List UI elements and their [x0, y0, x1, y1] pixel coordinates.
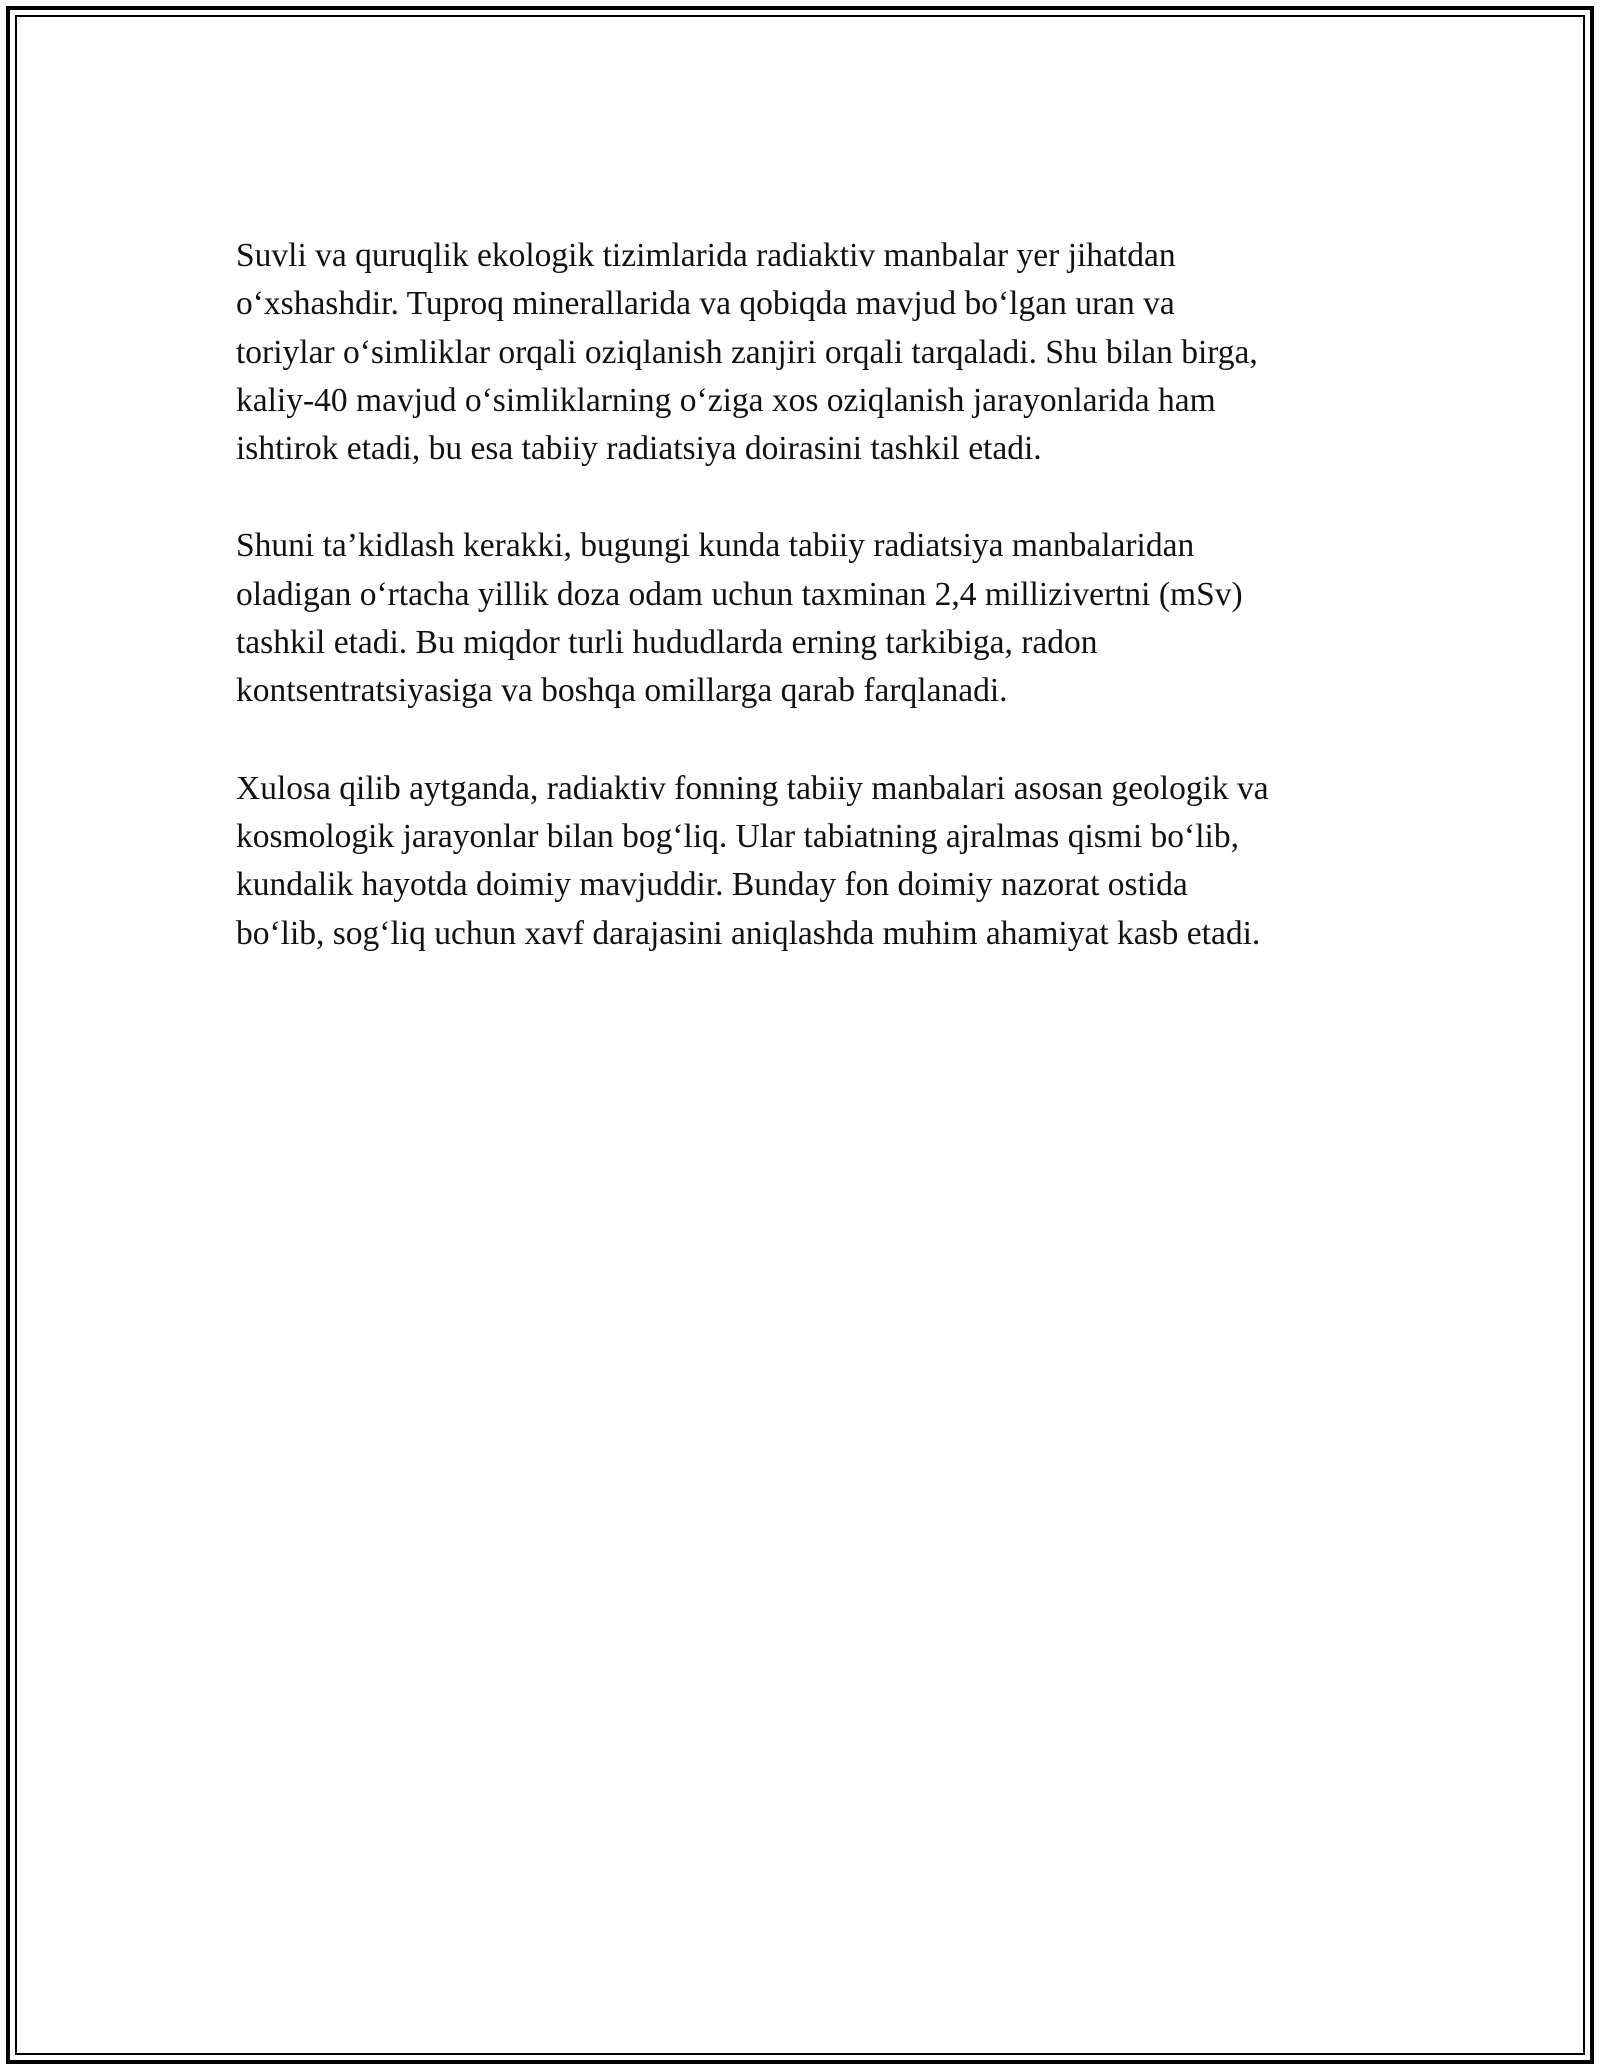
paragraph-line: toriylar o‘simliklar orqali oziqlanish zanjiri orqali tarqaladi. Shu bilan birga, [236, 333, 1258, 371]
document-body [236, 232, 1386, 1007]
paragraph-line: kosmologik jarayonlar bilan bog‘liq. Ular tabiatning ajralmas qismi bo‘lib, [236, 817, 1239, 855]
paragraph-2 [236, 522, 1386, 715]
paragraph-line: ishtirok etadi, bu esa tabiiy radiatsiya doirasini tashkil etadi. [236, 430, 1042, 468]
paragraph-3 [236, 765, 1386, 958]
paragraph-line: Shuni ta’kidlash kerakki, bugungi kunda tabiiy radiatsiya manbalaridan [236, 527, 1195, 565]
paragraph-line: oladigan o‘rtacha yillik doza odam uchun taxminan 2,4 millizivertni (mSv) [236, 575, 1243, 613]
paragraph-line: o‘xshashdir. Tuproq minerallarida va qobiqda mavjud bo‘lgan uran va [236, 285, 1175, 323]
paragraph-line: Suvli va quruqlik ekologik tizimlarida radiaktiv manbalar yer jihatdan [236, 237, 1176, 274]
paragraph-line: kontsentratsiyasiga va boshqa omillarga qarab farqlanadi. [236, 672, 1008, 710]
paragraph-line: kundalik hayotda doimiy mavjuddir. Bunday fon doimiy nazorat ostida [236, 866, 1188, 904]
paragraph-line: kaliy-40 mavjud o‘simliklarning o‘ziga xos oziqlanish jarayonlarida ham [236, 381, 1216, 419]
paragraph-line: tashkil etadi. Bu miqdor turli hududlarda erning tarkibiga, radon [236, 624, 1098, 662]
paragraph-1 [236, 232, 1386, 473]
paragraph-line: Xulosa qilib aytganda, radiaktiv fonning tabiiy manbalari asosan geologik va [236, 769, 1269, 807]
paragraph-line: bo‘lib, sog‘liq uchun xavf darajasini aniqlashda muhim ahamiyat kasb etadi. [236, 914, 1261, 952]
